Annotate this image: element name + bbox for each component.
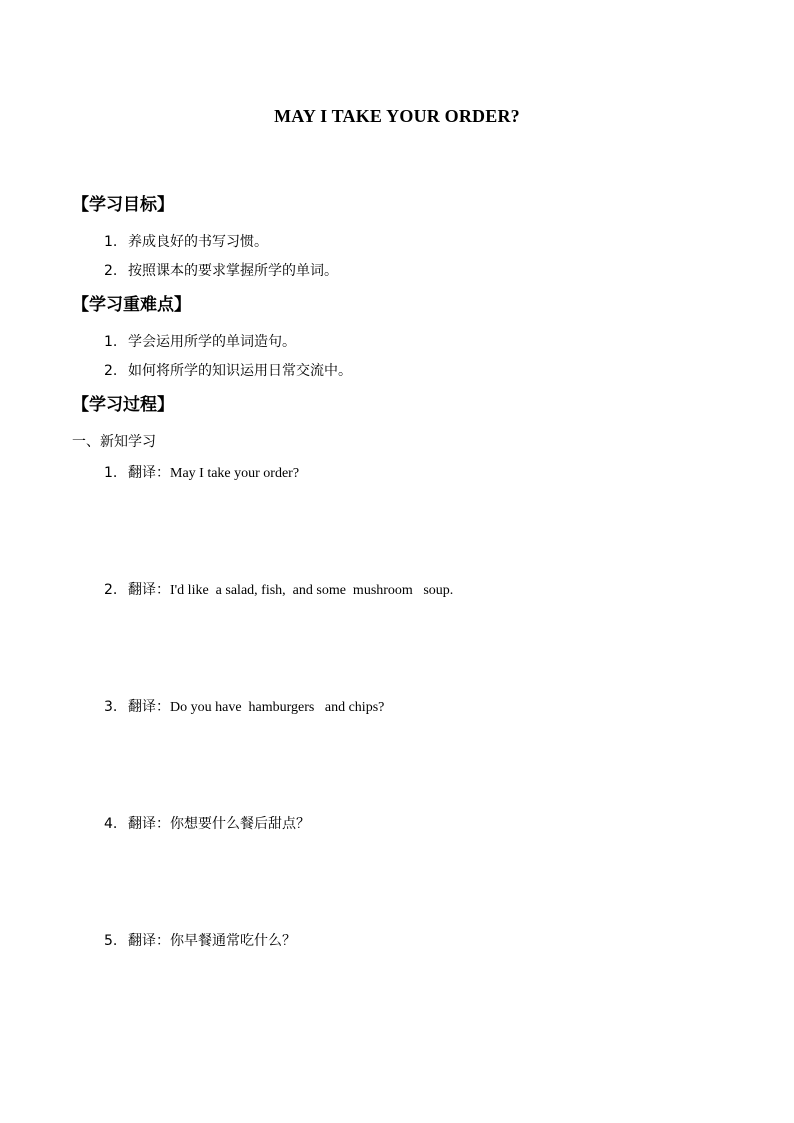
item-prefix: 翻译： [128, 582, 170, 598]
item-number: 2. [104, 582, 118, 598]
item-text: 你想要什么餐后甜点？ [170, 816, 310, 832]
subsection-heading: 一、新知学习 [72, 434, 156, 450]
item-number: 1. [104, 234, 118, 250]
item-text: 学会运用所学的单词造句。 [128, 334, 296, 350]
section-heading-key-points: 【学习重难点】 [72, 295, 191, 315]
section-heading-process: 【学习过程】 [72, 395, 174, 415]
item-number: 3. [104, 699, 118, 715]
goal-item [104, 260, 338, 280]
item-prefix: 翻译： [128, 465, 170, 481]
item-prefix: 翻译： [128, 816, 170, 832]
item-number: 4. [104, 816, 118, 832]
item-text: 养成良好的书写习惯。 [128, 234, 268, 250]
translation-item [104, 930, 296, 950]
item-number: 2. [104, 263, 118, 279]
section-heading-goals: 【学习目标】 [72, 195, 174, 215]
item-number: 2. [104, 363, 118, 379]
item-number: 1. [104, 465, 118, 481]
item-text: Do you have hamburgers and chips? [170, 700, 385, 715]
translation-item [104, 813, 310, 833]
document-title: MAY I TAKE YOUR ORDER? [274, 106, 520, 126]
key-point-item [104, 331, 296, 351]
translation-item [104, 462, 299, 482]
item-text: 如何将所学的知识运用日常交流中。 [128, 363, 352, 379]
item-text: 你早餐通常吃什么？ [170, 933, 296, 949]
item-text: 按照课本的要求掌握所学的单词。 [128, 263, 338, 279]
item-prefix: 翻译： [128, 933, 170, 949]
item-number: 5. [104, 933, 118, 949]
item-text: May I take your order? [170, 466, 300, 481]
item-number: 1. [104, 334, 118, 350]
translation-item [104, 579, 453, 599]
translation-item [104, 696, 384, 716]
key-point-item [104, 360, 352, 380]
goal-item [104, 231, 268, 251]
item-prefix: 翻译： [128, 699, 170, 715]
item-text: I'd like a salad, fish, and some mushroom soup. [170, 583, 454, 598]
